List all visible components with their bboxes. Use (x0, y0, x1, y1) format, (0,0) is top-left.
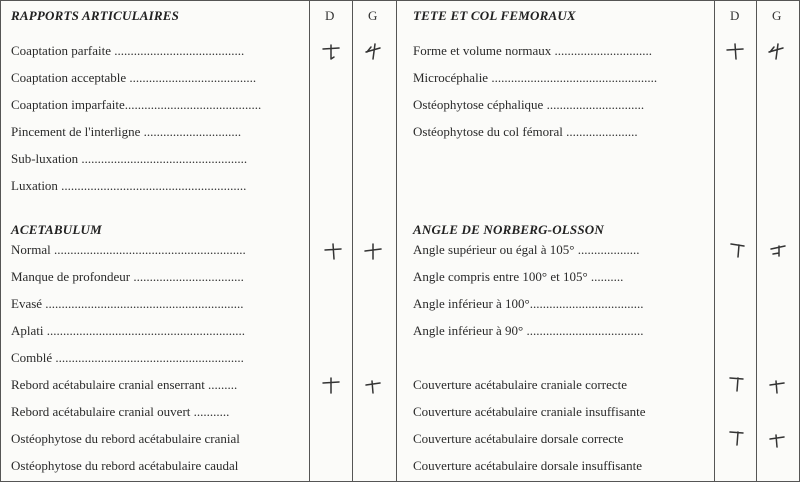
divider-left-g (352, 0, 353, 482)
row-forme-volume-normaux: Forme et volume normaux .............................. (413, 43, 653, 58)
row-couverture-craniale-correcte: Couverture acétabulaire craniale correcte (413, 377, 627, 392)
top-border (0, 0, 800, 1)
column-header-g: G (772, 8, 782, 23)
center-divider (396, 0, 397, 482)
column-header-d: D (325, 8, 335, 23)
row-normal: Normal ........................................................... (11, 242, 246, 257)
heading-tete-col-femoraux: TETE ET COL FEMORAUX (413, 8, 576, 23)
row-coaptation-acceptable: Coaptation acceptable ....................................... (11, 70, 257, 85)
check-mark-icon (362, 40, 384, 62)
column-header-d: D (730, 8, 740, 23)
row-angle-100-105: Angle compris entre 100° et 105° .......... (413, 269, 624, 284)
check-mark-icon (320, 40, 342, 62)
row-angle-inf-100: Angle inférieur à 100°................................... (413, 296, 644, 311)
row-osteophytose-rebord-cranial: Ostéophytose du rebord acétabulaire cranial (11, 431, 240, 446)
column-header-g: G (368, 8, 378, 23)
divider-right-d (714, 0, 715, 482)
left-border (0, 0, 1, 482)
row-couverture-dorsale-insuffisante: Couverture acétabulaire dorsale insuffisante (413, 458, 642, 473)
row-pincement-interligne: Pincement de l'interligne .............................. (11, 124, 242, 139)
row-coaptation-parfaite: Coaptation parfaite ........................................ (11, 43, 245, 58)
divider-left-d (309, 0, 310, 482)
heading-rapports-articulaires: RAPPORTS ARTICULAIRES (11, 8, 180, 23)
row-osteophytose-cephalique: Ostéophytose céphalique .............................. (413, 97, 645, 112)
row-angle-inf-90: Angle inférieur à 90° .................................... (413, 323, 644, 338)
check-mark-icon (726, 426, 748, 448)
row-luxation: Luxation ......................................................... (11, 178, 247, 193)
heading-acetabulum: ACETABULUM (11, 222, 102, 237)
row-microcephalie: Microcéphalie ................................................... (413, 70, 658, 85)
row-rebord-enserrant: Rebord acétabulaire cranial enserrant ......... (11, 377, 238, 392)
row-manque-profondeur: Manque de profondeur .................................. (11, 269, 244, 284)
check-mark-icon (767, 240, 789, 262)
check-mark-icon (362, 374, 384, 396)
row-angle-sup-105: Angle supérieur ou égal à 105° ................... (413, 242, 640, 257)
row-osteophytose-rebord-caudal: Ostéophytose du rebord acétabulaire caudal (11, 458, 239, 473)
row-sub-luxation: Sub-luxation ................................................... (11, 151, 248, 166)
row-couverture-dorsale-correcte: Couverture acétabulaire dorsale correcte (413, 431, 624, 446)
row-coaptation-imparfaite: Coaptation imparfaite.......................................... (11, 97, 262, 112)
check-mark-icon (766, 374, 788, 396)
row-evase: Evasé ............................................................. (11, 296, 244, 311)
check-mark-icon (766, 428, 788, 450)
divider-right-g (756, 0, 757, 482)
row-rebord-ouvert: Rebord acétabulaire cranial ouvert ........... (11, 404, 230, 419)
heading-angle-norberg-olsson: ANGLE DE NORBERG-OLSSON (413, 222, 604, 237)
check-mark-icon (724, 40, 746, 62)
check-mark-icon (727, 238, 749, 260)
row-couverture-craniale-insuffisante: Couverture acétabulaire craniale insuffisante (413, 404, 646, 419)
check-mark-icon (362, 240, 384, 262)
check-mark-icon (320, 374, 342, 396)
row-aplati: Aplati ............................................................. (11, 323, 245, 338)
row-comble: Comblé .......................................................... (11, 350, 244, 365)
check-mark-icon (765, 40, 787, 62)
check-mark-icon (726, 372, 748, 394)
row-osteophytose-col: Ostéophytose du col fémoral ...................... (413, 124, 638, 139)
check-mark-icon (322, 240, 344, 262)
